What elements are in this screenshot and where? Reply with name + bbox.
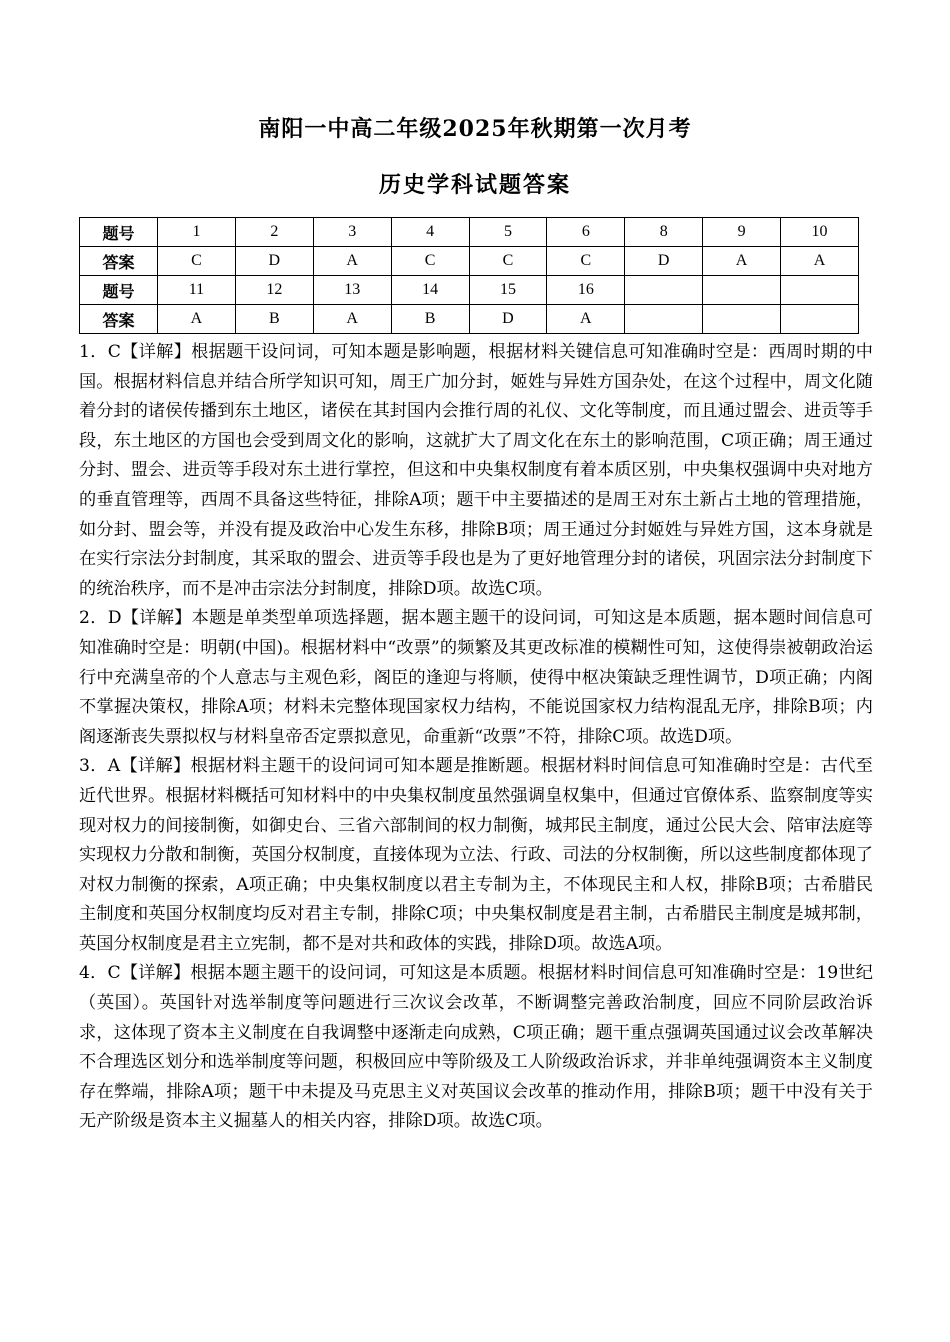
table-cell bbox=[703, 276, 781, 305]
table-cell: A bbox=[703, 247, 781, 276]
table-row bbox=[80, 247, 859, 276]
table-cell bbox=[781, 305, 859, 334]
table-cell: C bbox=[547, 247, 625, 276]
table-cell: D bbox=[469, 305, 547, 334]
table-cell: 11 bbox=[158, 276, 236, 305]
table-cell: C bbox=[469, 247, 547, 276]
table-cell: D bbox=[235, 247, 313, 276]
table-cell: B bbox=[235, 305, 313, 334]
table-cell: 4 bbox=[391, 218, 469, 247]
table-cell: 5 bbox=[469, 218, 547, 247]
table-cell: D bbox=[625, 247, 703, 276]
table-cell: A bbox=[313, 305, 391, 334]
table-row bbox=[80, 305, 859, 334]
table-cell: 3 bbox=[313, 218, 391, 247]
page-title: 南阳一中高二年级2025年秋期第一次月考 bbox=[258, 116, 692, 142]
table-cell bbox=[625, 276, 703, 305]
table-cell: 2 bbox=[235, 218, 313, 247]
table-cell bbox=[625, 305, 703, 334]
table-cell: A bbox=[781, 247, 859, 276]
table-cell: B bbox=[391, 305, 469, 334]
table-cell: C bbox=[391, 247, 469, 276]
table-cell: C bbox=[158, 247, 236, 276]
table-row bbox=[80, 218, 859, 247]
table-cell bbox=[781, 276, 859, 305]
explanation-paragraph: 4．C【详解】根据本题主题干的设问词，可知这是本质题。根据材料时间信息可知准确时空是：19世纪（英国）。英国针对选举制度等问题进行三次议会改革，不断调整完善政治制度，回应不同阶层政治诉求，这体现了资本主义制度在自我调整中逐渐走向成熟，C项正确；题干重点强调英国通过议会改革解决不合理选区划分和选举制度等问题，积极回应中等阶级及工人阶级政治诉求，并非单纯强调资本主义制度存在弊端，排除A项；题干中未提及马克思主义对英国议会改革的推动作用，排除B项；题干中没有关于无产阶级是资本主义掘墓人的相关内容，排除D项。故选C项。 bbox=[79, 963, 873, 1132]
table-cell: 1 bbox=[158, 218, 236, 247]
answer-table bbox=[79, 217, 859, 334]
table-cell: A bbox=[547, 305, 625, 334]
explanation-paragraph: 2．D【详解】本题是单类型单项选择题，据本题主题干的设问词，可知这是本质题，据本题时间信息可知准确时空是：明朝(中国)。根据材料中“改票”的频繁及其更改标准的模糊性可知，这使得崇被朝政治运行中充满皇帝的个人意志与主观色彩，阁臣的逢迎与将顺，使得中枢决策缺乏理性调节，D项正确；内阁不掌握决策权，排除A项；材料未完整体现国家权力结构，不能说国家权力结构混乱无序，排除B项；内阁逐渐丧失票拟权与材料皇帝否定票拟意见，命重新“改票”不符，排除C项。故选D项。 bbox=[79, 608, 873, 747]
table-cell: 题号 bbox=[80, 218, 158, 247]
explanation-paragraph: 3．A【详解】根据材料主题干的设问词可知本题是推断题。根据材料时间信息可知准确时空是：古代至近代世界。根据材料概括可知材料中的中央集权制度虽然强调皇权集中，但通过官僚体系、监察制度等实现对权力的间接制衡，如御史台、三省六部制间的权力制衡，城邦民主制度，通过公民大会、陪审法庭等实现权力分散和制衡，英国分权制度，直接体现为立法、行政、司法的分权制衡，所以这些制度都体现了对权力制衡的探索，A项正确；中央集权制度以君主专制为主，不体现民主和人权，排除B项；古希腊民主制度和英国分权制度均反对君主专制，排除C项；中央集权制度是君主制，古希腊民主制度是城邦制，英国分权制度是君主立宪制，都不是对共和政体的实践，排除D项。故选A项。 bbox=[79, 756, 873, 954]
table-cell: 15 bbox=[469, 276, 547, 305]
table-cell: 8 bbox=[625, 218, 703, 247]
table-row bbox=[80, 276, 859, 305]
table-cell: A bbox=[313, 247, 391, 276]
table-cell: 9 bbox=[703, 218, 781, 247]
table-cell bbox=[703, 305, 781, 334]
table-cell: 16 bbox=[547, 276, 625, 305]
answer-explanations bbox=[79, 338, 873, 1137]
table-cell: 13 bbox=[313, 276, 391, 305]
table-cell: 10 bbox=[781, 218, 859, 247]
table-cell: 6 bbox=[547, 218, 625, 247]
table-cell: 14 bbox=[391, 276, 469, 305]
explanation-paragraph: 1．C【详解】根据题干设问词，可知本题是影响题，根据材料关键信息可知准确时空是：西周时期的中国。根据材料信息并结合所学知识可知，周王广加分封，姬姓与异姓方国杂处，在这个过程中，周文化随着分封的诸侯传播到东土地区，诸侯在其封国内会推行周的礼仪、文化等制度，而且通过盟会、进贡等手段，东土地区的方国也会受到周文化的影响，这就扩大了周文化在东土的影响范围，C项正确；周王通过分封、盟会、进贡等手段对东土进行掌控，但这和中央集权制度有着本质区别，中央集权强调中央对地方的垂直管理等，西周不具备这些特征，排除A项；题干中主要描述的是周王对东土新占土地的管理措施，如分封、盟会等，并没有提及政治中心发生东移，排除B项；周王通过分封姬姓与异姓方国，这本身就是在实行宗法分封制度，其采取的盟会、进贡等手段也是为了更好地管理分封的诸侯，巩固宗法分封制度下的统治秩序，而不是冲击宗法分封制度，排除D项。故选C项。 bbox=[79, 342, 873, 599]
table-cell: 题号 bbox=[80, 276, 158, 305]
page-subtitle: 历史学科试题答案 bbox=[378, 172, 571, 198]
table-cell: 答案 bbox=[80, 305, 158, 334]
table-cell: A bbox=[158, 305, 236, 334]
table-cell: 12 bbox=[235, 276, 313, 305]
table-cell: 答案 bbox=[80, 247, 158, 276]
